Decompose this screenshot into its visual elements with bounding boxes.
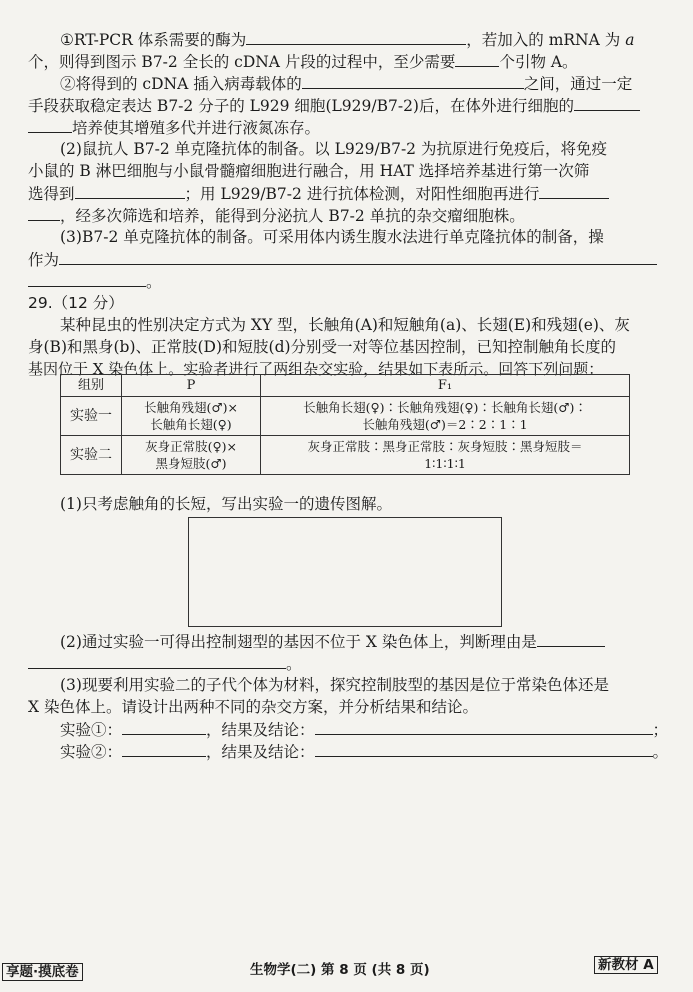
- q29-sub-3-cont: X 染色体上。请设计出两种不同的杂交方案，并分析结果和结论。: [28, 698, 478, 716]
- experiment-2-blank[interactable]: [122, 740, 206, 757]
- q29-heading: 29.（12 分）: [28, 294, 124, 312]
- q28-line-8: 选得到 ；用 L929/B7-2 进行抗体检测，对阳性细胞再进行: [28, 182, 609, 205]
- group-cell: 实验一: [61, 397, 122, 436]
- answer-blank[interactable]: [455, 50, 499, 67]
- answer-blank[interactable]: [302, 72, 524, 89]
- result-table: [60, 374, 630, 475]
- experiment-1-line: 实验①： ，结果及结论： ；: [60, 718, 668, 741]
- q29-sub-2-cont: 。: [28, 652, 302, 675]
- q28-line-12: 。: [28, 270, 162, 293]
- q29-sub-3: (3)现要利用实验二的子代个体为材料，探究控制肢型的基因是位于常染色体还是: [60, 676, 609, 694]
- q28-line-6: (2)鼠抗人 B7-2 单克隆抗体的制备。以 L929/B7-2 为抗原进行免疫后，将免疫: [60, 140, 607, 158]
- header-group: 组别: [61, 375, 122, 397]
- p-cell: 灰身正常肢(♀)× 黑身短肢(♂): [122, 436, 261, 475]
- answer-blank[interactable]: [75, 182, 185, 199]
- q29-sub-1: (1)只考虑触角的长短，写出实验一的遗传图解。: [60, 495, 392, 513]
- header-p: P: [122, 375, 261, 397]
- q28-line-5: 培养使其增殖多代并进行液氮冻存。: [28, 116, 320, 139]
- answer-blank[interactable]: [28, 652, 286, 669]
- answer-blank[interactable]: [246, 28, 466, 45]
- q28-line-2: 个，则得到图示 B7-2 全长的 cDNA 片段的过程中，至少需要 个引物 A。: [28, 50, 578, 73]
- q29-para-3: 基因位于 X 染色体上。实验者进行了两组杂交实验，结果如下表所示。回答下列问题：: [28, 360, 604, 378]
- answer-blank[interactable]: [28, 204, 60, 221]
- answer-blank[interactable]: [28, 116, 72, 133]
- header-f1: F₁: [261, 375, 630, 397]
- table-row: [61, 397, 630, 436]
- f1-cell: 灰身正常肢∶黑身正常肢∶灰身短肢∶黑身短肢＝ 1∶1∶1∶1: [261, 436, 630, 475]
- q29-sub-2: (2)通过实验一可得出控制翅型的基因不位于 X 染色体上，判断理由是: [60, 630, 605, 653]
- experiment-2-line: 实验②： ，结果及结论： 。: [60, 740, 668, 763]
- experiment-2-result-blank[interactable]: [315, 740, 653, 757]
- table-header-row: [61, 375, 630, 397]
- q28-line-4: 手段获取稳定表达 B7-2 分子的 L929 细胞(L929/B7-2)后，在体外进行细胞的: [28, 94, 640, 117]
- footer-page-number: 生物学(二) 第 8 页 (共 8 页): [250, 962, 430, 978]
- q29-para-1: 某种昆虫的性别决定方式为 XY 型，长触角(A)和短触角(a)、长翅(E)和残翅(e)、灰: [60, 316, 630, 334]
- q28-line-7: 小鼠的 B 淋巴细胞与小鼠骨髓瘤细胞进行融合，用 HAT 选择培养基进行第一次筛: [28, 162, 590, 180]
- q28-line-10: (3)B7-2 单克隆抗体的制备。可采用体内诱生腹水法进行单克隆抗体的制备，操: [60, 228, 604, 246]
- experiment-1-blank[interactable]: [122, 718, 206, 735]
- answer-blank[interactable]: [539, 182, 609, 199]
- experiment-1-result-blank[interactable]: [315, 718, 653, 735]
- q28-line-1: ①RT-PCR 体系需要的酶为 ，若加入的 mRNA 为 a: [60, 28, 634, 51]
- answer-blank[interactable]: [537, 630, 605, 647]
- q29-para-2: 身(B)和黑身(b)、正常肢(D)和短肢(d)分别受一对等位基因控制，已知控制触角长度的: [28, 338, 617, 356]
- answer-blank[interactable]: [574, 94, 640, 111]
- answer-blank[interactable]: [28, 270, 146, 287]
- answer-blank[interactable]: [59, 248, 657, 265]
- p-cell: 长触角残翅(♂)× 长触角长翅(♀): [122, 397, 261, 436]
- q28-line-3: ②将得到的 cDNA 插入病毒载体的 之间，通过一定: [60, 72, 632, 95]
- group-cell: 实验二: [61, 436, 122, 475]
- footer-right: 新教材 A: [594, 953, 658, 973]
- q28-line-9: ，经多次筛选和培养，能得到分泌抗人 B7-2 单抗的杂交瘤细胞株。: [28, 204, 525, 227]
- footer-left: 享题·摸底卷: [2, 960, 83, 980]
- table-row: [61, 436, 630, 475]
- q28-line-11: 作为: [28, 248, 657, 271]
- genetic-diagram-answer-box[interactable]: [188, 517, 502, 627]
- f1-cell: 长触角长翅(♀)∶长触角残翅(♀)∶长触角长翅(♂)∶ 长触角残翅(♂)＝2∶2∶1∶1: [261, 397, 630, 436]
